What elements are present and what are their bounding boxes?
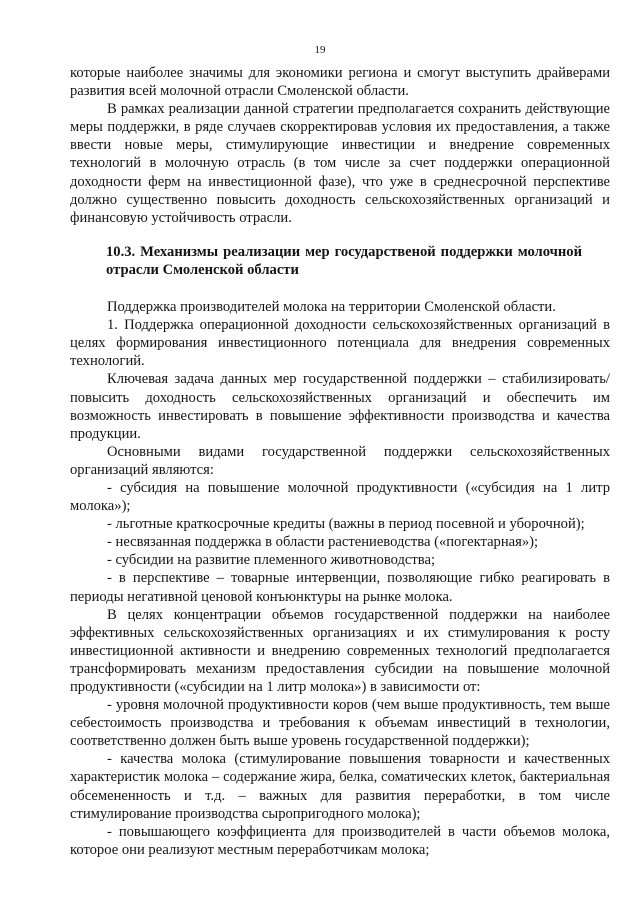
paragraph: В целях концентрации объемов государственной поддержки на наиболее эффективных сельскохозяйственных организациях и их стимулирования к росту инвестиционной активности и внедрению современных технологий предполагается трансформировать механизм предоставления субсидии на повышение молочной продуктивности («субсидии на 1 литр молока») в зависимости от:: [70, 606, 610, 695]
paragraph: Основными видами государственной поддержки сельскохозяйственных организаций являются:: [70, 443, 610, 478]
paragraph: Ключевая задача данных мер государственной поддержки – стабилизировать/повысить доходность сельскохозяйственных организаций и обеспечить им возможность инвестировать в повышение эффективности производства и качества продукции.: [70, 371, 610, 442]
paragraph: 1. Поддержка операционной доходности сельскохозяйственных организаций в целях формирования инвестиционного потенциала для внедрения современных технологий.: [70, 317, 610, 370]
list-item: - субсидия на повышение молочной продуктивности («субсидия на 1 литр молока»);: [70, 479, 610, 515]
spacer: [70, 279, 610, 298]
paragraph: В рамках реализации данной стратегии предполагается сохранить действующие меры поддержки, в ряде случаев скорректировав условия их предоставления, а также ввести новые меры, стимулирующие инвестиции и внедрение современных технологий в молочную отрасль (в том числе за счет поддержки операционной доходности ферм на инвестиционной фазе), что уже в среднесрочной перспективе должно существенно повысить доходность сельскохозяйственных организаций и финансовую устойчивость отрасли.: [70, 101, 610, 226]
paragraph: которые наиболее значимы для экономики региона и смогут выступить драйверами развития всей молочной отрасли Смоленской области.: [70, 65, 610, 100]
list-item: - повышающего коэффициента для производителей в части объемов молока, которое они реализуют местным переработчикам молока;: [70, 823, 610, 858]
paragraph: Поддержка производителей молока на территории Смоленской области.: [107, 299, 556, 316]
list-item: - несвязанная поддержка в области растениеводства («погектарная»);: [107, 534, 539, 551]
section-heading: 10.3. Механизмы реализации мер государственой поддержки молочной отрасли Смоленской области: [106, 243, 582, 278]
list-item: - льготные краткосрочные кредиты (важны в период посевной и уборочной);: [107, 516, 585, 533]
spacer: [70, 227, 610, 243]
page-content: [70, 64, 610, 859]
list-item: - субсидии на развитие племенного животноводства;: [107, 552, 436, 569]
list-item: - уровня молочной продуктивности коров (чем выше продуктивность, тем выше себестоимость производства и требования к объемам инвестиций в технологии, соответственно должен быть выше уровень государственной поддержки);: [70, 697, 610, 750]
page-number: 19: [314, 44, 326, 56]
list-item: - качества молока (стимулирование повышения товарности и качественных характеристик молока – содержание жира, белка, соматических клеток, бактериальная обсемененность и т.д. – важных для развития переработки, в том числе стимулирование производства сыропригодного молока);: [70, 751, 610, 822]
list-item: - в перспективе – товарные интервенции, позволяющие гибко реагировать в периоды негативной ценовой конъюнктуры на рынке молока.: [70, 570, 610, 605]
